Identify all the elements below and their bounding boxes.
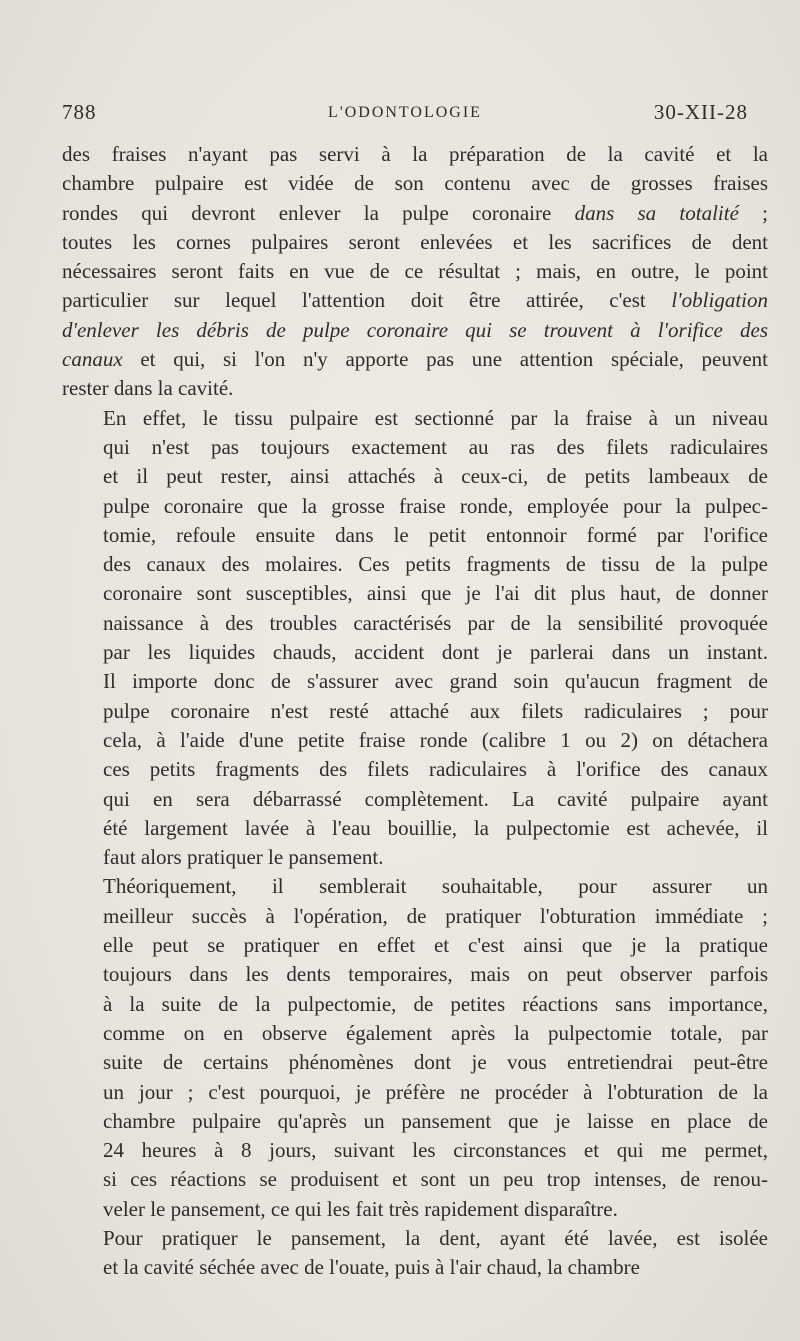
text-line xyxy=(62,990,768,1019)
text-line xyxy=(62,931,768,960)
text-line xyxy=(62,902,768,931)
text-line xyxy=(62,726,768,755)
text-line xyxy=(62,843,768,872)
text-line xyxy=(62,872,768,901)
italic-text-run: d'enlever les débris de pulpe coronaire qui se trouvent à l'orifice des xyxy=(62,317,768,342)
text-run: naissance à des troubles caractérisés par de la sensibilité provoquée xyxy=(103,610,768,635)
text-run: Pour pratiquer le pansement, la dent, ayant été lavée, est isolée xyxy=(103,1225,768,1250)
text-line xyxy=(62,609,768,638)
text-run: chambre pulpaire est vidée de son contenu avec de grosses fraises xyxy=(62,171,768,196)
text-run: pulpe coronaire que la grosse fraise ronde, employée pour la pulpec- xyxy=(103,493,768,518)
text-line xyxy=(62,550,768,579)
text-run: été largement lavée à l'eau bouillie, la pulpectomie est achevée, il xyxy=(103,815,768,840)
text-line xyxy=(62,755,768,784)
text-run: suite de certains phénomènes dont je vous entretiendrai peut-être xyxy=(103,1050,768,1075)
text-run: à la suite de la pulpectomie, de petites réactions sans importance, xyxy=(103,991,768,1016)
text-run: particulier sur lequel l'attention doit être attirée, c'est xyxy=(62,288,672,313)
text-line xyxy=(62,140,768,169)
text-run: rondes qui devront enlever la pulpe coronaire xyxy=(62,200,575,225)
text-line xyxy=(62,1078,768,1107)
text-line xyxy=(62,1195,768,1224)
text-run: ; xyxy=(738,200,769,225)
text-run: pulpe coronaire n'est resté attaché aux filets radiculaires ; pour xyxy=(103,698,768,723)
body-text xyxy=(62,140,768,1283)
text-line xyxy=(62,1224,768,1253)
text-line xyxy=(62,257,768,286)
text-line xyxy=(62,579,768,608)
text-run: tomie, refoule ensuite dans le petit entonnoir formé par l'orifice xyxy=(103,522,768,547)
text-run: comme on en observe également après la pulpectomie totale, par xyxy=(103,1020,768,1045)
text-line xyxy=(62,492,768,521)
text-line xyxy=(62,667,768,696)
text-run: En effet, le tissu pulpaire est sectionné par la fraise à un niveau xyxy=(103,405,768,430)
text-run: coronaire sont susceptibles, ainsi que je l'ai dit plus haut, de donner xyxy=(103,581,768,606)
text-line xyxy=(62,521,768,550)
text-run: et la cavité séchée avec de l'ouate, puis à l'air chaud, la chambre xyxy=(103,1255,640,1280)
italic-text-run: canaux xyxy=(62,347,123,372)
text-line xyxy=(62,374,768,403)
text-line xyxy=(62,785,768,814)
text-run: qui en sera débarrassé complètement. La cavité pulpaire ayant xyxy=(103,786,768,811)
text-line xyxy=(62,960,768,989)
text-run: cela, à l'aide d'une petite fraise ronde (calibre 1 ou 2) on détachera xyxy=(103,727,768,752)
text-line xyxy=(62,228,768,257)
text-line xyxy=(62,286,768,315)
text-run: toujours dans les dents temporaires, mais on peut observer parfois xyxy=(103,962,768,987)
text-run: et il peut rester, ainsi attachés à ceux-ci, de petits lambeaux de xyxy=(103,464,768,489)
issue-date: 30-XII-28 xyxy=(653,100,748,124)
italic-text-run: dans sa totalité xyxy=(574,200,739,225)
text-run: toutes les cornes pulpaires seront enlevées et les sacrifices de dent xyxy=(62,229,768,254)
text-line xyxy=(62,199,768,228)
text-line xyxy=(62,1253,768,1282)
page-number: 788 xyxy=(62,100,97,124)
text-run: chambre pulpaire qu'après un pansement que je laisse en place de xyxy=(103,1108,768,1133)
text-run: Il importe donc de s'assurer avec grand soin qu'aucun fragment de xyxy=(103,669,768,694)
text-run: veler le pansement, ce qui les fait très rapidement disparaître. xyxy=(103,1196,618,1221)
text-run: qui n'est pas toujours exactement au ras des filets radiculaires xyxy=(103,434,768,459)
text-run: Théoriquement, il semblerait souhaitable, pour assurer un xyxy=(103,874,768,899)
text-run: meilleur succès à l'opération, de pratiquer l'obturation immédiate ; xyxy=(103,903,768,928)
running-head xyxy=(62,100,748,130)
text-line xyxy=(62,1165,768,1194)
italic-text-run: l'obligation xyxy=(671,288,768,313)
text-run: ces petits fragments des filets radiculaires à l'orifice des canaux xyxy=(103,757,768,782)
text-line xyxy=(62,433,768,462)
text-run: nécessaires seront faits en vue de ce résultat ; mais, en outre, le point xyxy=(62,259,768,284)
text-run: faut alors pratiquer le pansement. xyxy=(103,845,384,870)
text-line xyxy=(62,316,768,345)
text-line xyxy=(62,638,768,667)
text-line xyxy=(62,1136,768,1165)
text-line xyxy=(62,1019,768,1048)
text-line xyxy=(62,345,768,374)
text-line xyxy=(62,697,768,726)
text-run: rester dans la cavité. xyxy=(62,376,234,401)
text-line xyxy=(62,404,768,433)
paragraph-1 xyxy=(62,140,768,404)
paragraph-4 xyxy=(62,1224,768,1283)
text-run: si ces réactions se produisent et sont un peu trop intenses, de renou- xyxy=(103,1167,768,1192)
text-run: des canaux des molaires. Ces petits fragments de tissu de la pulpe xyxy=(103,552,768,577)
paragraph-3 xyxy=(62,872,768,1224)
text-line xyxy=(62,462,768,491)
text-run: des fraises n'ayant pas servi à la préparation de la cavité et la xyxy=(62,142,768,166)
text-run: elle peut se pratiquer en effet et c'est ainsi que je la pratique xyxy=(103,933,768,958)
text-line xyxy=(62,814,768,843)
text-line xyxy=(62,1107,768,1136)
text-line xyxy=(62,1048,768,1077)
text-run: un jour ; c'est pourquoi, je préfère ne procéder à l'obturation de la xyxy=(103,1079,768,1104)
journal-title: L'ODONTOLOGIE xyxy=(328,104,482,121)
paragraph-2 xyxy=(62,404,768,873)
text-run: 24 heures à 8 jours, suivant les circonstances et qui me permet, xyxy=(103,1138,768,1163)
text-run: et qui, si l'on n'y apporte pas une attention spéciale, peuvent xyxy=(122,347,768,372)
text-run: par les liquides chauds, accident dont je parlerai dans un instant. xyxy=(103,640,768,665)
text-line xyxy=(62,169,768,198)
